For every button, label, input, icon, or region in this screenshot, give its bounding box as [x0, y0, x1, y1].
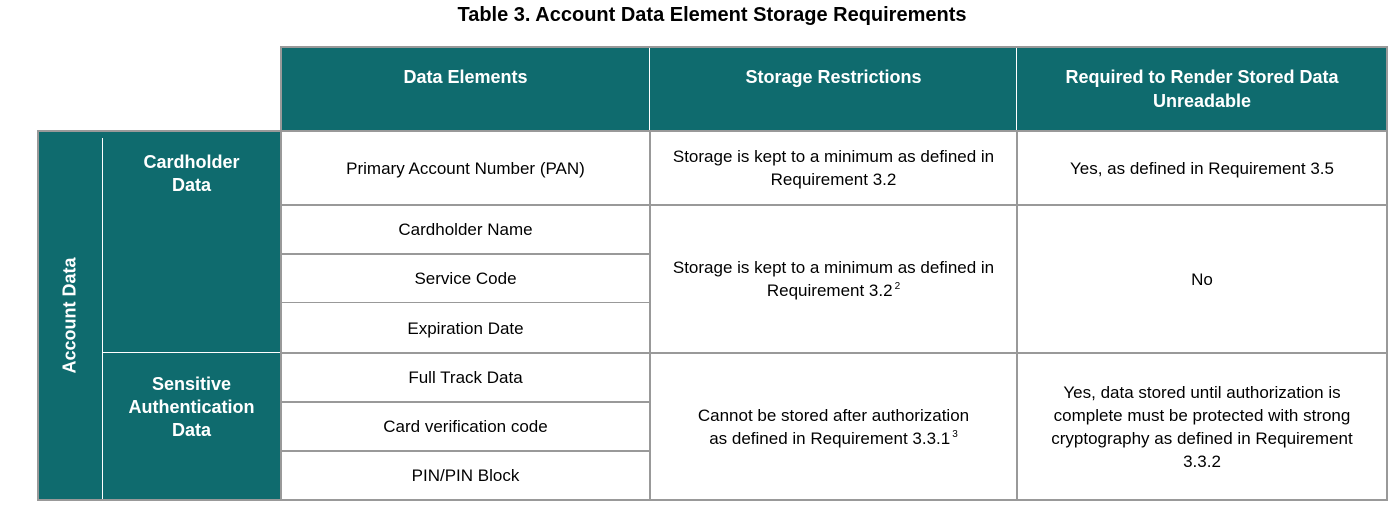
section-sensitive-auth-data: Sensitive Authentication Data	[102, 353, 281, 500]
grid-line	[37, 130, 1388, 132]
group-label: Account Data	[59, 257, 80, 374]
grid-line	[281, 401, 650, 403]
cell-unreadable-cardholder-other: No	[1017, 205, 1387, 353]
cell-element-pan: Primary Account Number (PAN)	[281, 131, 650, 205]
divider-line	[649, 48, 650, 130]
cell-restriction-cardholder-other: Storage is kept to a minimum as defined in Requirement 3.2 $^2$	[650, 205, 1017, 353]
divider-line	[1016, 48, 1017, 130]
cell-element-card-verification-code: Card verification code	[281, 402, 650, 451]
divider-line	[102, 352, 280, 353]
header-data-elements: Data Elements	[281, 47, 650, 131]
grid-line	[281, 302, 650, 303]
cell-restriction-sad: Cannot be stored after authorization as defined in Requirement 3.3.1 $^3$	[650, 353, 1017, 500]
cell-unreadable-sad: Yes, data stored until authorization is complete must be protected with strong cryptography as defined in Requirement 3.3.2	[1017, 353, 1387, 500]
grid-line	[1016, 131, 1018, 501]
grid-line	[281, 450, 650, 452]
grid-line	[37, 499, 1388, 501]
footnote-marker: 2	[894, 281, 901, 292]
header-render-unreadable: Required to Render Stored Data Unreadable	[1017, 47, 1387, 131]
grid-line	[37, 130, 39, 501]
divider-line	[102, 138, 103, 499]
grid-line	[281, 204, 1388, 206]
grid-line	[281, 253, 650, 255]
grid-line	[280, 46, 282, 501]
cell-unreadable-pan: Yes, as defined in Requirement 3.5	[1017, 131, 1387, 205]
cell-element-service-code: Service Code	[281, 254, 650, 303]
header-storage-restrictions: Storage Restrictions	[650, 47, 1017, 131]
section-cardholder-data: Cardholder Data	[102, 131, 281, 353]
footnote-marker: 3	[952, 428, 958, 440]
cell-element-expiration-date: Expiration Date	[281, 303, 650, 353]
group-account-data	[38, 131, 102, 500]
cell-restriction-pan: Storage is kept to a minimum as defined in Requirement 3.2	[650, 131, 1017, 205]
cell-element-cardholder-name: Cardholder Name	[281, 205, 650, 254]
grid-line	[281, 352, 1388, 354]
cell-element-pin-block: PIN/PIN Block	[281, 451, 650, 500]
cell-element-full-track-data: Full Track Data	[281, 353, 650, 402]
grid-line	[1386, 46, 1388, 501]
grid-line	[281, 46, 1388, 48]
table-title: Table 3. Account Data Element Storage Requirements	[457, 4, 967, 26]
grid-line	[649, 131, 651, 501]
